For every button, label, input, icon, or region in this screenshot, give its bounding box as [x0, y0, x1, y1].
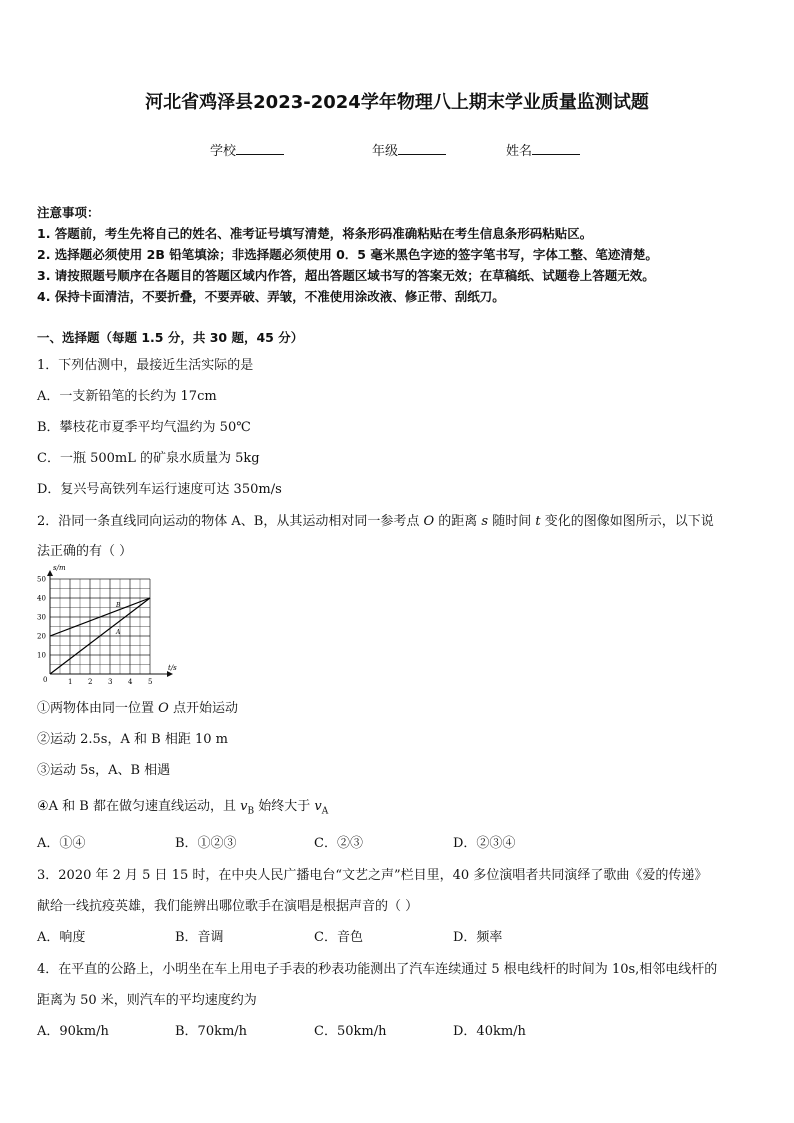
q2-statement-3: ③运动 5s，A、B 相遇: [37, 763, 171, 778]
x-tick-label: 2: [88, 678, 93, 686]
y-tick-label: 10: [37, 651, 46, 660]
q2-var-s: s: [481, 514, 489, 529]
q1-option-b[interactable]: B．攀枝花市夏季平均气温约为 50℃: [37, 420, 251, 435]
y-axis-label: s/m: [53, 564, 66, 572]
school-blank[interactable]: [236, 142, 284, 155]
q3-option-c[interactable]: C．音色: [314, 930, 363, 945]
x-tick-label: 0: [43, 676, 48, 684]
s-t-graph: [30, 562, 190, 686]
q1-option-a[interactable]: A．一支新铅笔的长约为 17cm: [37, 389, 217, 404]
q2-option-c[interactable]: C．②③: [314, 836, 363, 851]
y-tick-label: 50: [37, 575, 46, 584]
q2-s1-text-a: ①两物体由同一位置: [37, 701, 159, 716]
section-heading: 一、选择题（每题 1.5 分，共 30 题，45 分）: [37, 330, 304, 345]
name-field[interactable]: [506, 140, 580, 159]
q4-option-a[interactable]: A．90km/h: [37, 1024, 109, 1039]
q3-option-a[interactable]: A．响度: [37, 930, 86, 945]
q4-stem-line1: 4．在平直的公路上，小明坐在车上用电子手表的秒表功能测出了汽车连续通过 5 根电线杆的时间为 10s,相邻电线杆的: [37, 962, 718, 977]
q2-s4-v-b: v: [240, 799, 248, 814]
q3-stem-line2: 献给一线抗疫英雄，我们能辨出哪位歌手在演唱是根据声音的（ ）: [37, 899, 419, 914]
q2-statement-2: ②运动 2.5s，A 和 B 相距 10 m: [37, 732, 228, 747]
q2-option-b[interactable]: B．①②③: [175, 836, 237, 851]
series-label-a: A: [116, 628, 121, 636]
q2-stem-text-a: 2．沿同一条直线同向运动的物体 A、B，从其运动相对同一参考点: [37, 514, 424, 529]
q2-s4-sub-b: B: [247, 806, 255, 817]
grade-blank[interactable]: [398, 142, 446, 155]
q2-s4-text-a: ④A 和 B 都在做匀速直线运动，且: [37, 799, 241, 814]
y-tick-label: 30: [37, 613, 46, 622]
q4-option-b[interactable]: B．70km/h: [175, 1024, 248, 1039]
y-tick-label: 40: [37, 594, 46, 603]
q2-stem-line2: 法正确的有（ ）: [37, 544, 133, 559]
q3-stem-line1: 3．2020 年 2 月 5 日 15 时，在中央人民广播电台“文艺之声”栏目里，40 多位演唱者共同演绎了歌曲《爱的传递》: [37, 868, 708, 883]
page-title: 河北省鸡泽县2023-2024学年物理八上期末学业质量监测试题: [145, 92, 649, 113]
name-blank[interactable]: [532, 142, 580, 155]
q3-option-d[interactable]: D．频率: [453, 930, 503, 945]
q2-option-a[interactable]: A．①④: [37, 836, 86, 851]
q2-s1-point-o: O: [158, 701, 169, 716]
x-tick-label: 4: [128, 678, 133, 686]
q2-point-o: O: [423, 514, 435, 529]
q1-option-d[interactable]: D．复兴号高铁列车运行速度可达 350m/s: [37, 482, 282, 497]
graph-grid: [50, 579, 150, 674]
note-item-1: 1. 答题前，考生先将自己的姓名、准考证号填写清楚，将条形码准确粘贴在考生信息条形码粘贴区。: [37, 226, 593, 241]
x-tick-label: 1: [68, 678, 73, 686]
x-tick-label: 3: [108, 678, 113, 686]
note-item-3: 3. 请按照题号顺序在各题目的答题区域内作答，超出答题区域书写的答案无效；在草稿纸、试题卷上答题无效。: [37, 268, 655, 283]
q2-stem-text-d: 变化的图像如图所示，以下说: [540, 514, 714, 529]
q4-stem-line2: 距离为 50 米，则汽车的平均速度约为: [37, 993, 257, 1008]
q2-var-t: t: [535, 514, 541, 529]
q2-option-d[interactable]: D．②③④: [453, 836, 516, 851]
q1-stem: 1．下列估测中，最接近生活实际的是: [37, 358, 254, 373]
q2-s4-text-b: 始终大于: [254, 799, 315, 814]
note-item-4: 4. 保持卡面清洁，不要折叠，不要弄破、弄皱，不准使用涂改液、修正带、刮纸刀。: [37, 289, 505, 304]
q2-s4-v-a: v: [314, 799, 322, 814]
q4-option-c[interactable]: C．50km/h: [314, 1024, 387, 1039]
name-label: 姓名: [506, 144, 533, 159]
q2-stem-text-c: 随时间: [488, 514, 536, 529]
q1-option-c[interactable]: C．一瓶 500mL 的矿泉水质量为 5kg: [37, 451, 260, 466]
x-axis-label: t/s: [168, 664, 177, 672]
q4-option-d[interactable]: D．40km/h: [453, 1024, 526, 1039]
notes-heading: 注意事项：: [37, 205, 100, 220]
q2-statement-1: [37, 697, 238, 716]
note-item-2: 2. 选择题必须使用 2B 铅笔填涂；非选择题必须使用 0．5 毫米黑色字迹的签字笔书写，字体工整、笔迹清楚。: [37, 247, 658, 262]
grade-field[interactable]: [372, 140, 446, 159]
graph-ticks: [37, 576, 152, 687]
q2-stem-text-b: 的距离: [434, 514, 482, 529]
series-label-b: B: [116, 601, 121, 609]
q3-option-b[interactable]: B．音调: [175, 930, 224, 945]
school-field[interactable]: [210, 140, 284, 159]
q2-s1-text-b: 点开始运动: [168, 701, 238, 716]
q2-stem-line1: [37, 510, 714, 529]
x-tick-label: 5: [148, 678, 153, 686]
q2-s4-sub-a: A: [321, 806, 329, 817]
grade-label: 年级: [372, 144, 399, 159]
school-label: 学校: [210, 144, 237, 159]
y-tick-label: 20: [37, 632, 46, 641]
q2-statement-4: [37, 795, 328, 817]
